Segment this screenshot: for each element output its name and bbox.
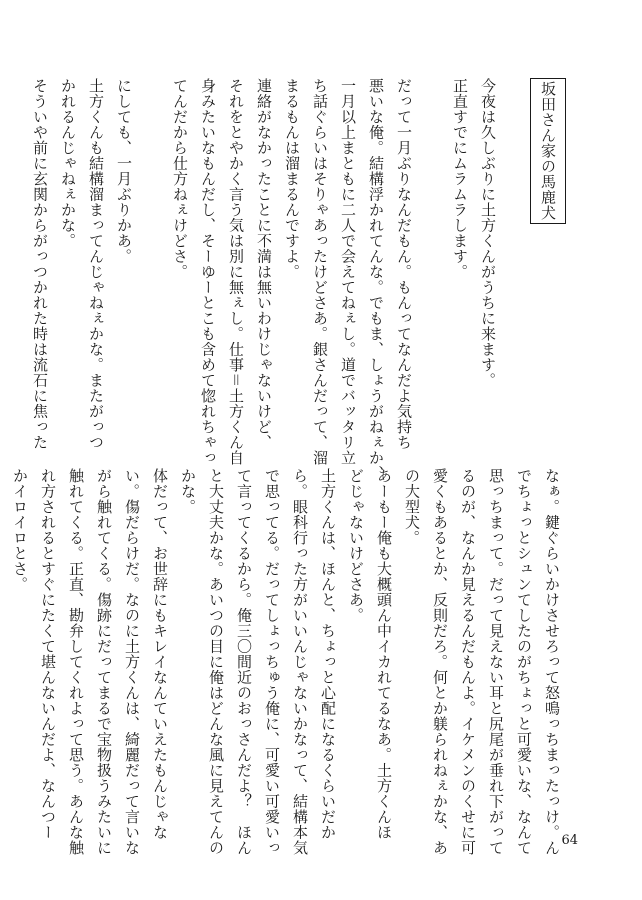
text-line: るのが、なんか見えるんだもんよ。イケメンのくせに可 bbox=[459, 468, 477, 856]
text-line: でちょっとシュンてしたのがちょっと可愛いな、なんて bbox=[515, 468, 533, 856]
page-number: 64 bbox=[561, 833, 578, 848]
text-line: 愛くもあるとか、反則だろ。何とか躾られねぇかな、あ bbox=[431, 468, 449, 856]
text-line: 身みたいなもんだし、そーゆーとこも含めて惚れちゃっ bbox=[199, 78, 217, 466]
text-line: 体だって、お世辞にもキレイなんていえたもんじゃな bbox=[151, 468, 169, 840]
text-line: どじゃないけどさあ。 bbox=[347, 468, 365, 623]
chapter-title: 坂田さん家の馬鹿犬 bbox=[530, 78, 566, 224]
text-line: まるもんは溜まるんですよ。 bbox=[283, 78, 301, 280]
text-line: 連絡がなかったことに不満は無いわけじゃないけど、 bbox=[255, 78, 273, 450]
text-line: れ方されるとすぐにたくて堪んないんだよ、なんつー bbox=[39, 468, 57, 840]
text-line: そういや前に玄関からがっつかれた時は流石に焦った bbox=[31, 78, 49, 450]
paragraph-gap bbox=[418, 78, 446, 430]
text-line: 思っちまって。だって見えない耳と尻尾が垂れ下がって bbox=[487, 468, 505, 856]
text-line: にしても、一月ぶりかあ。 bbox=[115, 78, 133, 264]
text-line: い。傷だらけだ。なのに土方くんは、綺麗だって言いな bbox=[123, 468, 141, 856]
text-line: 触れてくる。正直、勘弁してくれよって思う。あんな触 bbox=[67, 468, 85, 856]
text-line: なぁ。鍵ぐらいかけさせろって怒鳴っちまったっけ。ん bbox=[543, 468, 561, 856]
text-line: だって一月ぶりなんだもん。もんってなんだよ気持ち bbox=[395, 78, 413, 450]
text-line bbox=[0, 468, 6, 830]
text-line: あーもー俺も大概頭ん中イカれてるなあ。土方くんほ bbox=[375, 468, 393, 840]
text-line: 土方くんは、ほんと、ちょっと心配になるくらいだか bbox=[319, 468, 337, 840]
text-line: かれるんじゃねぇかな。 bbox=[59, 78, 77, 249]
text-line: がら触れてくる。傷跡にだってまるで宝物扱うみたいに bbox=[95, 468, 113, 856]
text-line: 正直すでにムラムラします。 bbox=[451, 78, 469, 280]
chapter-title-line bbox=[530, 78, 566, 430]
text-line: かイロイロとさ。 bbox=[11, 468, 29, 592]
text-line: 土方くんも結構溜まってんじゃねぇかな。またがっつ bbox=[87, 78, 105, 450]
text-line: 一月以上まともに二人で会えてねぇし。道でバッタリ立 bbox=[339, 78, 357, 466]
text-line: ち話ぐらいはそりゃあったけどさあ。銀さんだって、溜 bbox=[311, 78, 329, 466]
upper-text-block bbox=[31, 78, 566, 481]
upper-paragraphs bbox=[26, 78, 502, 481]
text-line: で思ってる。だってしょっちゅう俺に、可愛い可愛いっ bbox=[263, 468, 281, 856]
title-gap bbox=[502, 78, 530, 430]
text-line: かな。 bbox=[179, 468, 197, 515]
text-line: 悪いな俺。結構浮かれてんな。でもま、しょうがねぇか、 bbox=[367, 78, 385, 481]
text-line: て言ってくるから。俺三〇間近のおっさんだよ？ ほん bbox=[235, 468, 253, 856]
text-line: それをとやかく言う気は別に無ぇし。仕事＝土方くん自 bbox=[227, 78, 245, 466]
text-line: と大丈夫かな。あいつの目に俺はどんな風に見えてんの bbox=[207, 468, 225, 856]
text-line: ら。眼科行った方がいいんじゃないかなって、結構本気 bbox=[291, 468, 309, 856]
paragraph-gap bbox=[138, 78, 166, 430]
text-line: の大型犬。 bbox=[403, 468, 421, 546]
text-line: てんだから仕方ねぇけどさ。 bbox=[171, 78, 189, 280]
text-line: 今夜は久しぶりに土方くんがうちに来ます。 bbox=[479, 78, 497, 388]
lower-paragraphs bbox=[0, 468, 566, 856]
lower-text-block bbox=[11, 468, 566, 856]
